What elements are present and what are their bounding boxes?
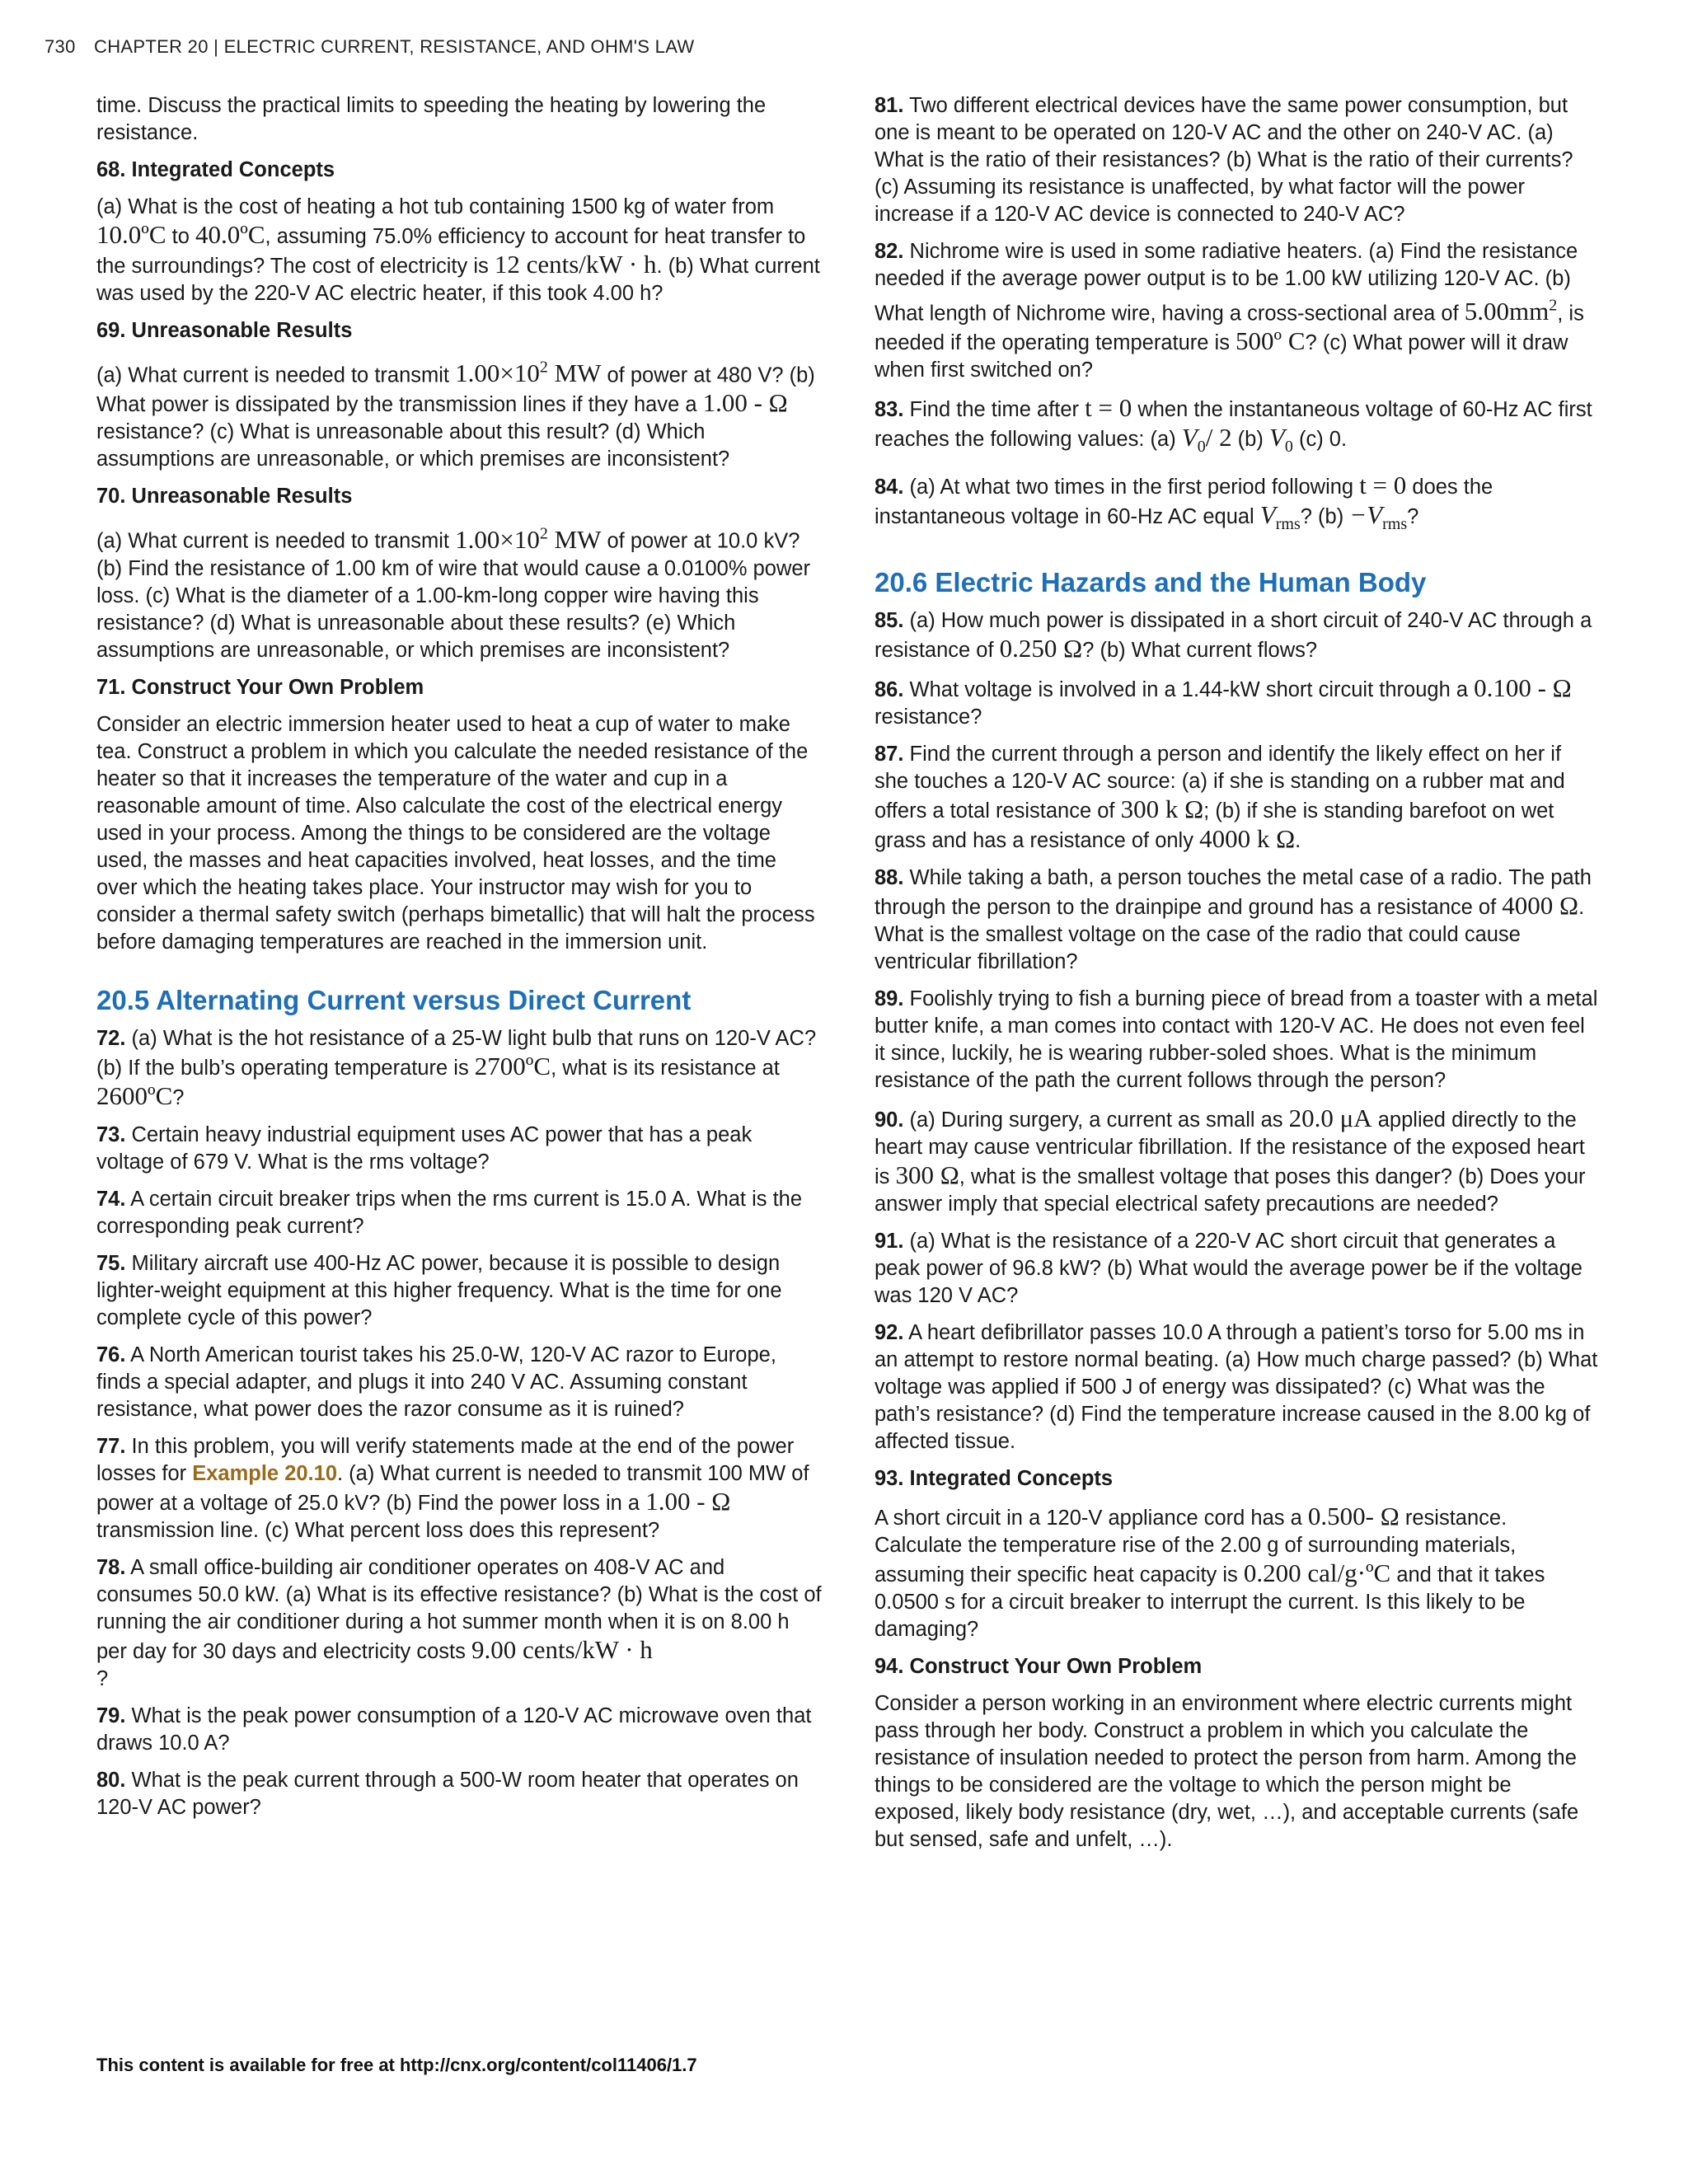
problem-91 [874,1228,1600,1310]
text: (a) What is the cost of heating a hot tub containing 1500 kg of water from [96,195,775,218]
text: Foolishly trying to fish a burning piece of bread from a toaster with a metal butter knife, a man comes into contact with 120-V AC. He does not even feel it since, luckily, he is wearing rubber-soled shoes. What is the minimum resistance of the path the current follows through the person? [874,987,1598,1092]
problem-81 [874,92,1600,228]
text: . (a) What current is needed to transmit 100 MW of power at a voltage of 25.0 kV? (b) Find the power loss in a [96,1461,809,1515]
math: 20.0 μA [1288,1103,1372,1132]
math [1259,499,1301,533]
problem-94: Consider a person working in an environment where electric currents might pass through her body. Construct a problem in which you calculate the resistance of insulation needed to protect the person from harm. Among the things to be considered are the voltage to which the person might be exposed, likely body resistance (dry, wet, …), and acceptable currents (safe but sensed, safe and unfelt, …). [874,1691,1579,1851]
math [1181,423,1232,457]
math-sup: 2 [539,524,548,543]
math-part: MW [547,524,602,554]
problem-number: 92. [874,1320,904,1344]
text: (a) What current is needed to transmit [96,363,456,387]
math: 2600ºC [96,1080,173,1110]
problem-number: 85. [874,608,904,632]
problem-68 [96,194,822,307]
problem-number: 74. [96,1187,126,1211]
math: 10.0ºC [96,220,166,249]
text: ? (c) What power will it draw when first switched on? [874,331,1568,382]
problem-68-title: 68. Integrated Concepts [96,158,335,181]
problem-90 [874,1104,1600,1218]
text: resistance. Calculate the temperature rise of the 2.00 g of surrounding materials, assuming their specific heat capacity is [874,1506,1517,1586]
math-part: −V [1349,499,1383,529]
text: ? [1407,504,1419,528]
text: What is the peak power consumption of a 120-V AC microwave oven that draws 10.0 A? [96,1704,812,1755]
text: A small office-building air conditioner operates on 408-V AC and consumes 50.0 kW. (a) What is its effective resistance? (b) What is the cost of running the air conditioner during a hot summer month when it is on 8.00 h per day for 30 days and electricity costs [96,1555,822,1663]
text: (a) What is the hot resistance of a 25-W light bulb that runs on 120-V AC? (b) If the bulb’s operating temperature is [96,1026,817,1080]
problem-93-title: 93. Integrated Concepts [874,1466,1114,1490]
math: 0.100 - Ω [1474,673,1572,702]
text: Find the current through a person and identify the likely effect on her if she touches a 120-V AC source: (a) if she is standing on a rubber mat and offers a total resistance of [874,742,1565,823]
math: 300 Ω [895,1160,959,1189]
problem-75 [96,1250,822,1332]
math: 0.250 Ω [999,633,1083,663]
problem-93 [874,1502,1600,1643]
problem-87 [874,741,1600,855]
problem-70-title: 70. Unreasonable Results [96,485,353,509]
problem-71: Consider an electric immersion heater used to heat a cup of water to make tea. Construct a problem in which you calculate the needed resistance of the heater so that it increases the temperature of the water and cup in a reasonable amount of time. Also calculate the cost of the electrical energy used in your process. Among the things to be considered are the voltage used, the masses and heat capacities involved, heat losses, and the time over which the heating takes place. Your instructor may wish for you to consider a thermal safety switch (perhaps bimetallic) that will halt the process before damaging temperatures are reached in the immersion unit. [96,712,815,954]
math-part: 1.00×10 [455,524,540,554]
problem-number: 86. [874,677,904,701]
text: ? (b) What current flows? [1082,638,1318,662]
problem-79 [96,1703,822,1757]
text: ? (b) [1300,504,1350,528]
page-header [45,36,694,58]
problem-69-title: 69. Unreasonable Results [96,319,353,342]
math: 0.200 cal/g·ºC [1243,1558,1391,1587]
problem-number: 82. [874,240,904,263]
math-sub: 0 [1197,438,1206,457]
text: resistance? [874,705,982,729]
problem-number: 88. [874,865,904,889]
problem-71-title: 71. Construct Your Own Problem [96,675,424,699]
problem-78 [96,1554,822,1693]
math-sup: 2 [539,359,548,377]
math: 1.00 - Ω [702,388,788,418]
text: While taking a bath, a person touches the metal case of a radio. The path through the person to the drainpipe and ground has a resistance of [874,865,1592,919]
problem-number: 75. [96,1251,126,1275]
footer-note: This content is available for free at http://cnx.org/content/col11406/1.7 [96,2055,697,2075]
problem-83 [874,394,1600,461]
problem-74 [96,1186,822,1240]
text: resistance? (c) What is unreasonable about this result? (d) Which assumptions are unreasonable, or which premises are inconsistent? [96,420,730,471]
text: (c) 0. [1292,428,1348,452]
problem-number: 80. [96,1768,126,1792]
math [455,525,601,554]
text: , what is its resistance at [551,1056,780,1080]
example-link[interactable]: Example 20.10 [192,1461,338,1485]
problem-72 [96,1025,822,1112]
text: Certain heavy industrial equipment uses AC power that has a peak voltage of 679 V. What is the rms voltage? [96,1122,753,1174]
math [455,359,601,387]
math-part: 1.00×10 [455,359,540,388]
text: when the instantaneous voltage of 60-Hz AC first reaches the following values: (a) [874,398,1592,452]
problem-85 [874,607,1600,664]
text: applied directly to the heart may cause ventricular fibrillation. If the resistance of the exposed heart is [874,1108,1585,1188]
problem-80 [96,1767,822,1821]
text: , what is the smallest voltage that poses this danger? (b) Does your answer imply that special electrical safety precautions are needed? [874,1165,1586,1216]
text: (a) What is the resistance of a 220-V AC short circuit that generates a peak power of 96.8 kW? (b) What would the average power be if the voltage was 120 V AC? [874,1229,1582,1307]
page-number: 730 [45,36,76,57]
text: A certain circuit breaker trips when the rms current is 15.0 A. What is the corresponding peak current? [96,1187,803,1238]
text: ? [172,1085,185,1109]
text: (a) How much power is dissipated in a short circuit of 240-V AC through a resistance of [874,608,1592,662]
math [1349,499,1408,533]
text: . [1295,828,1301,852]
math-sub: 0 [1284,438,1293,457]
text: (a) During surgery, a current as small as [903,1108,1289,1132]
text: . (b) What current was used by the 220-V AC electric heater, if this took 4.00 h? [96,255,820,305]
math [1268,423,1293,457]
problem-84 [874,471,1600,538]
text: , assuming 75.0% efficiency to account for heat transfer to the surroundings? The cost of electricity is [96,225,806,278]
math-sup: 2 [1549,297,1558,315]
problem-86 [874,674,1600,731]
math-part: / 2 [1205,423,1232,452]
text: Military aircraft use 400-Hz AC power, because it is possible to design lighter-weight equipment at this higher frequency. What is the time for one complete cycle of this power? [96,1251,782,1329]
math: 2700ºC [474,1051,551,1080]
problem-69 [96,354,822,473]
text: A North American tourist takes his 25.0-W, 120-V AC razor to Europe, finds a special adapter, and plugs it into 240 V AC. Assuming constant resistance, what power does the razor consume as it is ruined? [96,1343,776,1421]
problem-number: 79. [96,1704,126,1727]
problem-94-title: 94. Construct Your Own Problem [874,1654,1203,1678]
math: 1.00 - Ω [645,1486,731,1516]
problem-89 [874,986,1600,1094]
math-sub: rms [1275,514,1301,533]
text: Nichrome wire is used in some radiative heaters. (a) Find the resistance needed if the average power output is to be 1.00 kW utilizing 120-V AC. (b) What length of Nichrome wire, having a cross-sectional area of [874,240,1578,326]
text: and that it takes 0.0500 s for a circuit breaker to interrupt the current. Is this likely to be damaging? [874,1563,1545,1641]
section-heading-20-6: 20.6 Electric Hazards and the Human Body [874,566,1427,598]
right-column [874,92,1600,1863]
problem-number: 89. [874,987,904,1010]
math-part: V [1181,423,1198,452]
problem-88 [874,865,1600,976]
problem-number: 81. [874,94,904,117]
text: . What is the smallest voltage on the case of the radio that could cause ventricular fibrillation? [874,895,1585,973]
text: What voltage is involved in a 1.44-kW short circuit through a [903,677,1475,701]
problem-number: 73. [96,1122,126,1146]
math-part: V [1259,499,1276,529]
problem-number: 78. [96,1555,126,1579]
text: of power at 480 V? (b) What power is dissipated by the transmission lines if they have a [96,363,815,417]
text: (b) [1231,428,1269,452]
problem-number: 76. [96,1343,126,1366]
chapter-title: CHAPTER 20 | ELECTRIC CURRENT, RESISTANCE, AND OHM'S LAW [94,36,695,57]
text: Find the time after [903,398,1085,422]
problem-92 [874,1319,1600,1455]
text: ? [96,1666,109,1690]
text: What is the peak current through a 500-W room heater that operates on 120-V AC power? [96,1768,799,1819]
math: 4000 Ω [1502,890,1579,920]
text: (a) What current is needed to transmit [96,529,456,553]
math: t = 0 [1359,470,1407,499]
text: transmission line. (c) What percent loss does this represent? [96,1518,660,1542]
math: 0.500- Ω [1307,1501,1400,1530]
left-column [96,92,822,1831]
text: of power at 10.0 kV? (b) Find the resistance of 1.00 km of wire that would cause a 0.0100% power loss. (c) What is the diameter of a 1.00-km-long copper wire having this resistance? (d) What is unreasonable about these results? (e) Which assumptions are unreasonable, or which premises are inconsistent? [96,529,811,662]
math: t = 0 [1085,393,1132,423]
problem-number: 91. [874,1229,904,1253]
problem-73 [96,1122,822,1176]
math: 4000 k Ω [1199,823,1296,853]
text: to [166,225,195,248]
math-part: MW [547,359,602,388]
problem-number: 83. [874,398,904,422]
problem-76 [96,1342,822,1423]
math: 40.0ºC [195,220,265,249]
problem-number: 87. [874,742,904,766]
math: 9.00 cents/kW · h [471,1634,653,1664]
math: 300 k Ω [1120,794,1204,823]
text: (a) At what two times in the first period following [903,475,1360,499]
text: does the instantaneous voltage in 60-Hz AC equal [874,475,1493,528]
intro-text: time. Discuss the practical limits to speeding the heating by lowering the resistance. [96,94,767,144]
text: A short circuit in a 120-V appliance cord has a [874,1506,1308,1530]
problem-number: 72. [96,1026,126,1050]
text: , is needed if the operating temperature is [874,302,1584,355]
problem-number: 90. [874,1108,904,1132]
problem-number: 77. [96,1434,126,1458]
text: In this problem, you will verify statements made at the end of the power losses for [96,1434,795,1485]
problem-70 [96,520,822,663]
text: A heart defibrillator passes 10.0 A through a patient’s torso for 5.00 ms in an attempt to restore normal beating. (a) How much charge passed? (b) What voltage was applied if 500 J of energy was dissipated? (c) What was the path’s resistance? (d) Find the temperature increase caused in the 8.00 kg of affected tissue. [874,1320,1598,1453]
problem-77 [96,1433,822,1544]
math-sub: rms [1382,514,1408,533]
problem-82 [874,238,1600,384]
text: Two different electrical devices have the same power consumption, but one is meant to be operated on 120-V AC and the other on 240-V AC. (a) What is the ratio of their resistances? (b) What is the ratio of their currents? (c) Assuming its resistance is unaffected, by what factor will the power increase if a 120-V AC device is connected to 240-V AC? [874,94,1573,226]
math [1465,297,1557,326]
text: ; (b) if she is standing barefoot on wet grass and has a resistance of only [874,799,1554,852]
section-heading-20-5: 20.5 Alternating Current versus Direct Current [96,984,692,1015]
problem-number: 84. [874,475,904,499]
math: 500º C [1236,326,1306,356]
math: 12 cents/kW · h [494,250,657,279]
math-part: V [1268,423,1285,452]
math-part: 5.00mm [1464,297,1550,326]
